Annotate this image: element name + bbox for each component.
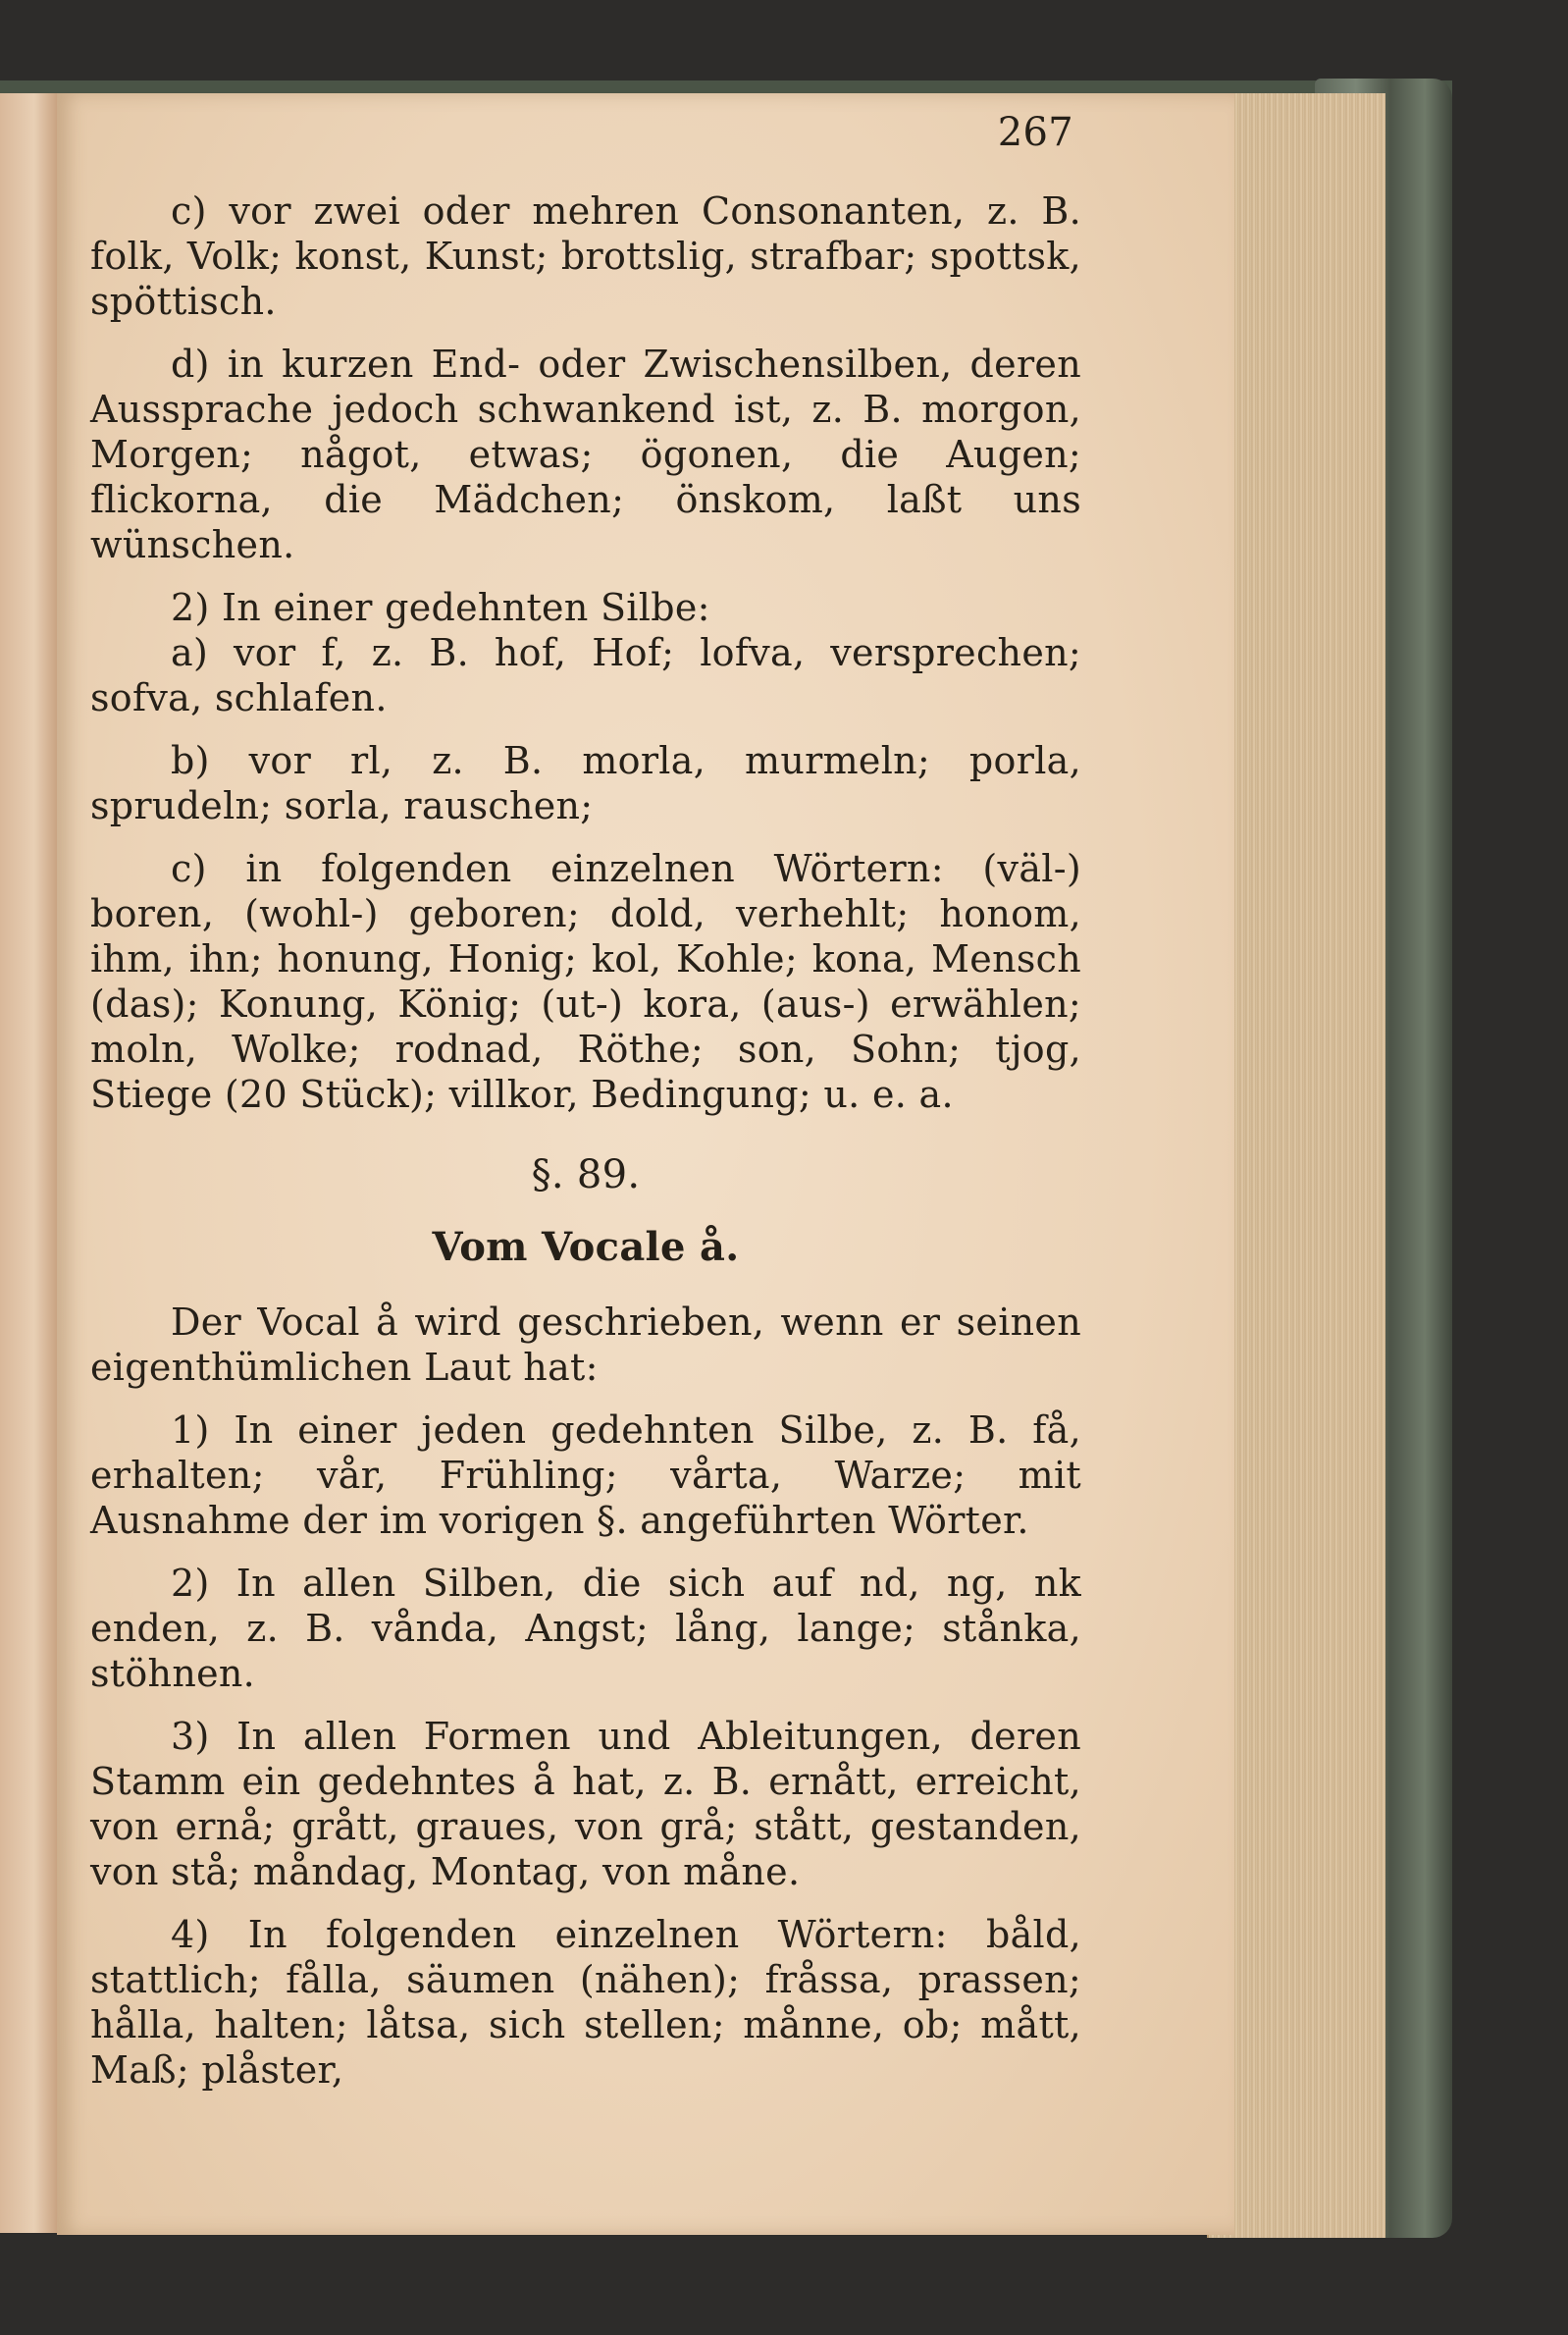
section-title: Vom Vocale å.	[432, 1224, 740, 1270]
paragraph: 2) In einer gedehnten Silbe:	[171, 586, 710, 629]
section-number: §. 89.	[531, 1152, 641, 1197]
paragraph: 3) In allen Formen und Ableitungen, deren Stamm ein gedehntes å hat, z. B. ernått, erreicht, von ernå; grått, graues, von grå; stått, gestanden, von stå; måndag, Montag, von måne.	[90, 1715, 1081, 1893]
facing-page-edge	[0, 93, 57, 2233]
paragraph: a) vor f, z. B. hof, Hof; lofva, versprechen; sofva, schlafen.	[90, 631, 1081, 719]
paragraph: 1) In einer jeden gedehnten Silbe, z. B. få, erhalten; vår, Frühling; vårta, Warze; mit Ausnahme der im vorigen §. angeführten Wörter.	[90, 1408, 1081, 1542]
paragraph: Der Vocal å wird geschrieben, wenn er seinen eigenthümlichen Laut hat:	[90, 1300, 1081, 1389]
paragraph: 4) In folgenden einzelnen Wörtern: båld, stattlich; fålla, säumen (nähen); fråssa, prassen; hålla, halten; låtsa, sich stellen; månne, ob; mått, Maß; plåster,	[90, 1913, 1081, 2092]
paragraph: c) vor zwei oder mehren Consonanten, z. B. folk, Volk; konst, Kunst; brottslig, strafbar; spottsk, spöttisch.	[90, 189, 1081, 323]
page-number: 267	[997, 110, 1073, 155]
paragraph: b) vor rl, z. B. morla, murmeln; porla, sprudeln; sorla, rauschen;	[90, 739, 1081, 827]
paragraph: c) in folgenden einzelnen Wörtern: (väl-) boren, (wohl-) geboren; dold, verhehlt; honom, ihm, ihn; honung, Honig; kol, Kohle; kona, Mensch (das); Konung, König; (ut-) kora, (aus-) erwählen; moln, Wolke; rodnad, Röthe; son, Sohn; tjog, Stiege (20 Stück); villkor, Bedingung; u. e. a.	[90, 847, 1081, 1116]
page-text	[90, 110, 1081, 2110]
paragraph: 2) In allen Silben, die sich auf nd, ng, nk enden, z. B. vånda, Angst; lång, lange; stånka, stöhnen.	[90, 1562, 1081, 1695]
paragraph: d) in kurzen End- oder Zwischensilben, deren Aussprache jedoch schwankend ist, z. B. morgon, Morgen; något, etwas; ögonen, die Augen; flickorna, die Mädchen; önskom, laßt uns wünschen.	[90, 343, 1081, 566]
